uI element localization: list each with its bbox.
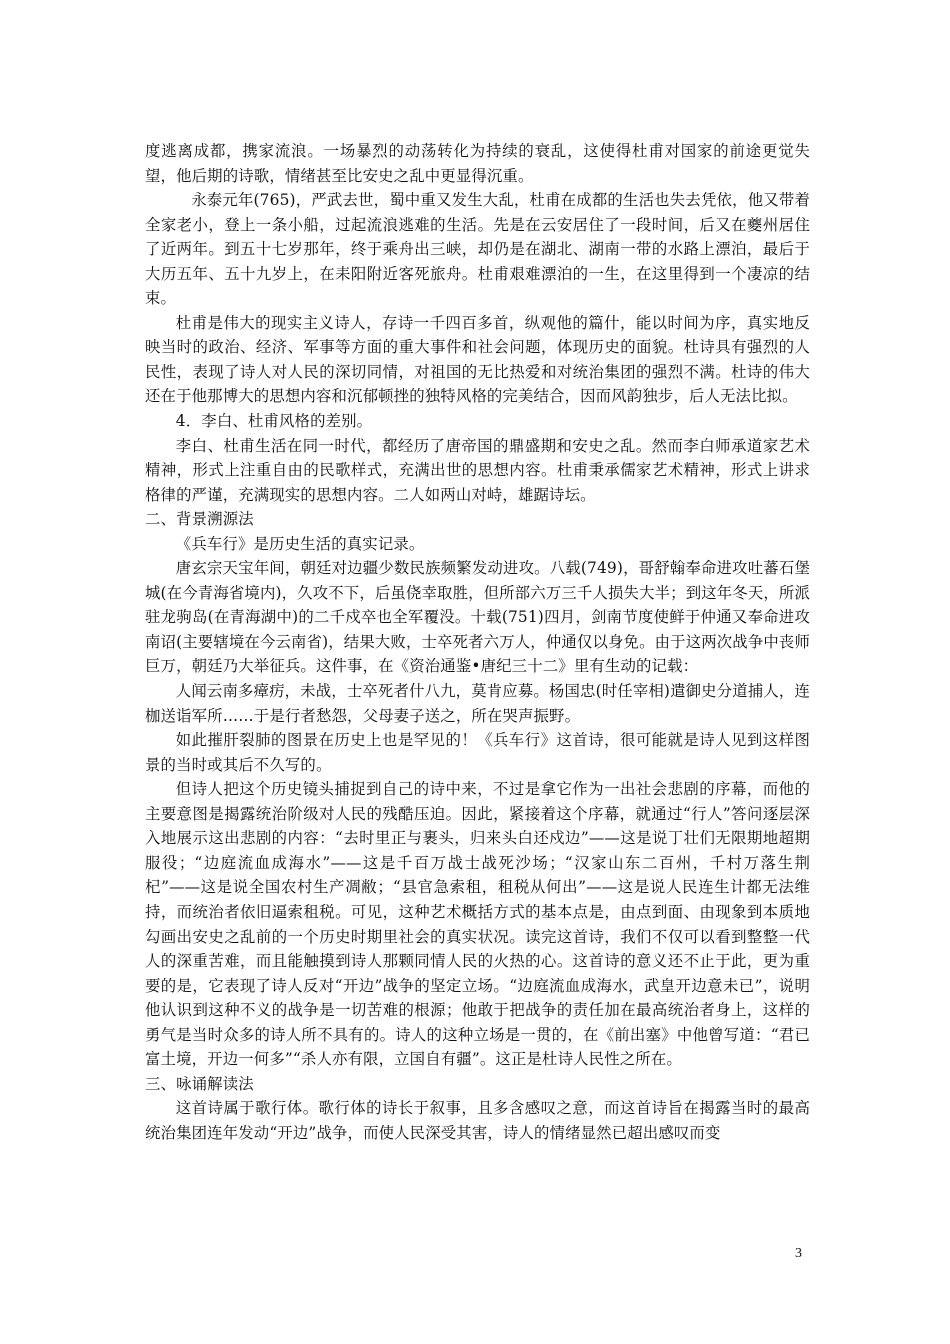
paragraph-style-heading: 4．李白、杜甫风格的差别。	[175, 412, 373, 431]
page-number: 3	[795, 1246, 802, 1261]
paragraph-bingchexing-record: 《兵车行》是历史生活的真实记录。	[175, 534, 425, 553]
paragraph-dufu-realism: 杜甫是伟大的现实主义诗人，存诗一千四百多首，纵观他的篇什，能以时间为序，真实地反映当时的政治、经济、军事等方面的重大事件和社会问题，体现历史的面貌。杜诗具有强烈的人民性，表现了诗人对人民的深切同情，对祖国的无比热爱和对统治集团的强烈不满。杜诗的伟大还在于他那博大的思想内容和沉郁顿挫的独特风格的完美结合，因而风韵独步，后人无法比拟。	[145, 313, 810, 406]
section-heading-recitation: 三、咏诵解读法	[145, 1074, 254, 1093]
section-heading-background: 二、背景溯源法	[145, 510, 254, 529]
paragraph-continued: 度逃离成都，携家流浪。一场暴烈的动荡转化为持续的衰乱，这使得杜甫对国家的前途更觉失望，他后期的诗歌，情绪甚至比安史之乱中更显得沉重。	[145, 142, 810, 185]
paragraph-quote-zizhitongjian: 人闻云南多瘴疠，未战，士卒死者什八九，莫肯应募。杨国忠(时任宰相)遣御史分道捕人，连枷送诣军所……于是行者愁怨，父母妻子送之，所在哭声振野。	[145, 682, 810, 725]
paragraph-libai-dufu: 李白、杜甫生活在同一时代，都经历了唐帝国的鼎盛期和安史之乱。然而李白师承道家艺术精神，形式上注重自由的民歌样式，充满出世的思想内容。杜甫秉承儒家艺术精神，形式上讲求格律的严谨，充满现实的思想内容。二人如两山对峙，雄踞诗坛。	[145, 436, 810, 504]
page-body	[145, 139, 810, 1145]
paragraph-analysis: 但诗人把这个历史镜头捕捉到自己的诗中来，不过是拿它作为一出社会悲剧的序幕，而他的主要意图是揭露统治阶级对人民的残酷压迫。因此，紧接着这个序幕，就通过“行人”答问逐层深入地展示这出悲剧的内容：“去时里正与裹头，归来头白还戍边”——这是说丁壮们无限期地超期服役；“边庭流血成海水”——这是千百万战士战死沙场；“汉家山东二百州，千村万落生荆杞”——这是说全国农村生产凋敝；“县官急索租，租税从何出”——这是说人民连生计都无法维持，而统治者依旧逼索租税。可见，这种艺术概括方式的基本点是，由点到面、由现象到本质地勾画出安史之乱前的一个历史时期里社会的真实状况。读完这首诗，我们不仅可以看到整整一代人的深重苦难，而且能触摸到诗人那颗同情人民的火热的心。这首诗的意义还不止于此，更为重要的是，它表现了诗人反对“开边”战争的坚定立场。“边庭流血成海水，武皇开边意未已”，说明他认识到这种不义的战争是一切苦难的根源；他敢于把战争的责任加在最高统治者身上，这样的勇气是当时众多的诗人所不具有的。诗人的这种立场是一贯的，在《前出塞》中他曾写道：“君已富土境，开边一何多”“杀人亦有限，立国自有疆”。这正是杜诗人民性之所在。	[145, 780, 810, 1069]
paragraph-tragic-scene: 如此摧肝裂肺的图景在历史上也是罕见的！《兵车行》这首诗，很可能就是诗人见到这样图景的当时或其后不久写的。	[145, 731, 810, 774]
paragraph-yongtai: 永泰元年(765)，严武去世，蜀中重又发生大乱，杜甫在成都的生活也失去凭依，他又带着全家老小，登上一条小船，过起流浪逃难的生活。先是在云安居住了一段时间，后又在夔州居住了近两年。到五十七岁那年，终于乘舟出三峡，却仍是在湖北、湖南一带的水路上漂泊，最后于大历五年、五十九岁上，在耒阳附近客死旅舟。杜甫艰难漂泊的一生，在这里得到一个凄凉的结束。	[145, 191, 810, 308]
paragraph-gexingti: 这首诗属于歌行体。歌行体的诗长于叙事，且多含感叹之意，而这首诗旨在揭露当时的最高统治集团连年发动“开边”战争，而使人民深受其害，诗人的情绪显然已超出感叹而变	[145, 1099, 810, 1142]
paragraph-tianbao-history: 唐玄宗天宝年间，朝廷对边疆少数民族频繁发动进攻。八载(749)，哥舒翰奉命进攻吐蕃石堡城(在今青海省境内)，久攻不下，后虽侥幸取胜，但所部六万三千人损失大半；到这年冬天，所派驻龙驹岛(在青海湖中)的二千戍卒也全军覆没。十载(751)四月，剑南节度使鲜于仲通又奉命进攻南诏(主要辖境在今云南省)，结果大败，士卒死者六万人，仲通仅以身免。由于这两次战争中丧师巨万，朝廷乃大举征兵。这件事，在《资治通鉴•唐纪三十二》里有生动的记载：	[145, 559, 811, 676]
